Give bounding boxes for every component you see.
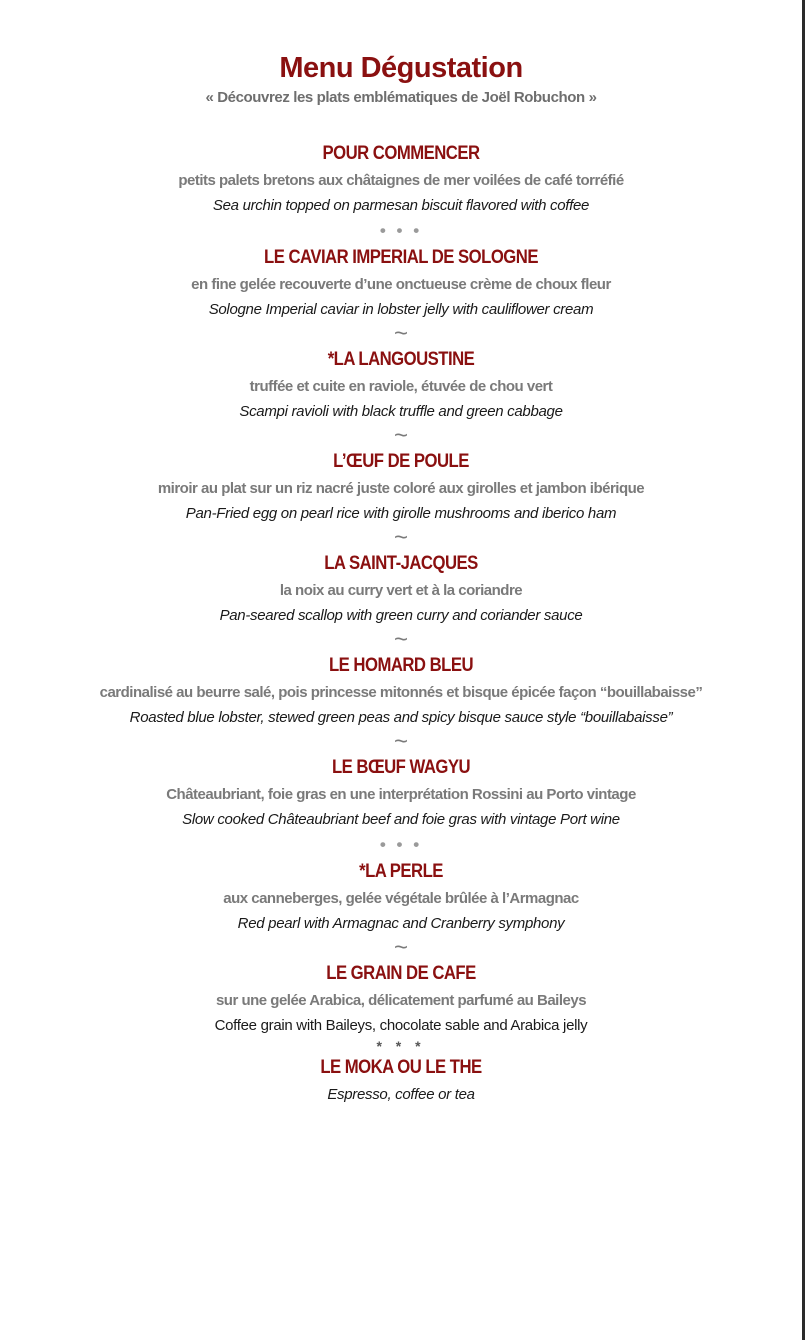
course-name: LA SAINT-JACQUES: [324, 553, 478, 574]
course-description-fr: miroir au plat sur un riz nacré juste coloré aux girolles et jambon ibérique: [157, 480, 645, 497]
course-description-en: Roasted blue lobster, stewed green peas and spicy bisque sauce style “bouillabaisse”: [129, 709, 673, 726]
course-description-en: Pan-seared scallop with green curry and coriander sauce: [219, 607, 583, 624]
course-pour-commencer: [0, 140, 802, 244]
course-description-en: Red pearl with Armagnac and Cranberry symphony: [237, 915, 565, 932]
course-description-fr: la noix au curry vert et à la coriandre: [279, 582, 523, 599]
tasting-menu: [0, 50, 802, 1107]
menu-subtitle: « Découvrez les plats emblématiques de Joël Robuchon »: [205, 89, 597, 106]
separator-tilde: ~: [393, 934, 408, 961]
course-homard: [0, 652, 802, 754]
menu-title: Menu Dégustation: [279, 52, 523, 84]
course-description-en: Sologne Imperial caviar in lobster jelly with cauliflower cream: [208, 301, 594, 318]
course-langoustine: [0, 346, 802, 448]
separator-tilde: ~: [393, 320, 408, 347]
separator-tilde: ~: [393, 626, 408, 653]
course-name: *LA LANGOUSTINE: [327, 349, 475, 370]
course-name: LE GRAIN DE CAFE: [326, 963, 476, 984]
course-moka-ou-the: [0, 1054, 802, 1107]
course-description-fr: sur une gelée Arabica, délicatement parfumé au Baileys: [215, 992, 587, 1009]
course-saint-jacques: [0, 550, 802, 652]
course-description-fr: aux canneberges, gelée végétale brûlée à l’Armagnac: [223, 890, 579, 907]
course-name: LE HOMARD BLEU: [328, 655, 474, 676]
separator-dots: • • •: [379, 835, 423, 854]
course-name: POUR COMMENCER: [322, 143, 480, 164]
course-description-en: Espresso, coffee or tea: [327, 1086, 475, 1103]
separator-stars: * * *: [376, 1038, 426, 1054]
course-description-en: Scampi ravioli with black truffle and green cabbage: [239, 403, 563, 420]
course-caviar: [0, 244, 802, 346]
course-description-en: Slow cooked Châteaubriant beef and foie gras with vintage Port wine: [182, 811, 620, 828]
course-description-fr: petits palets bretons aux châtaignes de mer voilées de café torréfié: [178, 172, 624, 189]
course-description-fr: cardinalisé au beurre salé, pois princesse mitonnés et bisque épicée façon “bouillabaisse”: [99, 684, 703, 701]
course-name: L’ŒUF DE POULE: [333, 451, 469, 472]
course-perle: [0, 858, 802, 960]
course-name: LE BŒUF WAGYU: [331, 757, 471, 778]
course-name: LE CAVIAR IMPERIAL DE SOLOGNE: [264, 247, 538, 268]
course-description-fr: en fine gelée recouverte d’une onctueuse crème de choux fleur: [191, 276, 611, 293]
separator-tilde: ~: [393, 524, 408, 551]
separator-tilde: ~: [393, 728, 408, 755]
course-oeuf: [0, 448, 802, 550]
course-name: *LA PERLE: [359, 861, 443, 882]
separator-tilde: ~: [393, 422, 408, 449]
course-name: LE MOKA OU LE THE: [320, 1057, 482, 1078]
course-description-fr: truffée et cuite en raviole, étuvée de chou vert: [249, 378, 553, 395]
course-boeuf-wagyu: [0, 754, 802, 858]
course-description-fr: Châteaubriant, foie gras en une interprétation Rossini au Porto vintage: [166, 786, 636, 803]
separator-dots: • • •: [379, 221, 423, 240]
course-description-en: Pan-Fried egg on pearl rice with girolle mushrooms and iberico ham: [185, 505, 617, 522]
course-description-en: Sea urchin topped on parmesan biscuit flavored with coffee: [212, 197, 590, 214]
course-grain-de-cafe: [0, 960, 802, 1054]
course-description-en: Coffee grain with Baileys, chocolate sable and Arabica jelly: [214, 1017, 588, 1034]
